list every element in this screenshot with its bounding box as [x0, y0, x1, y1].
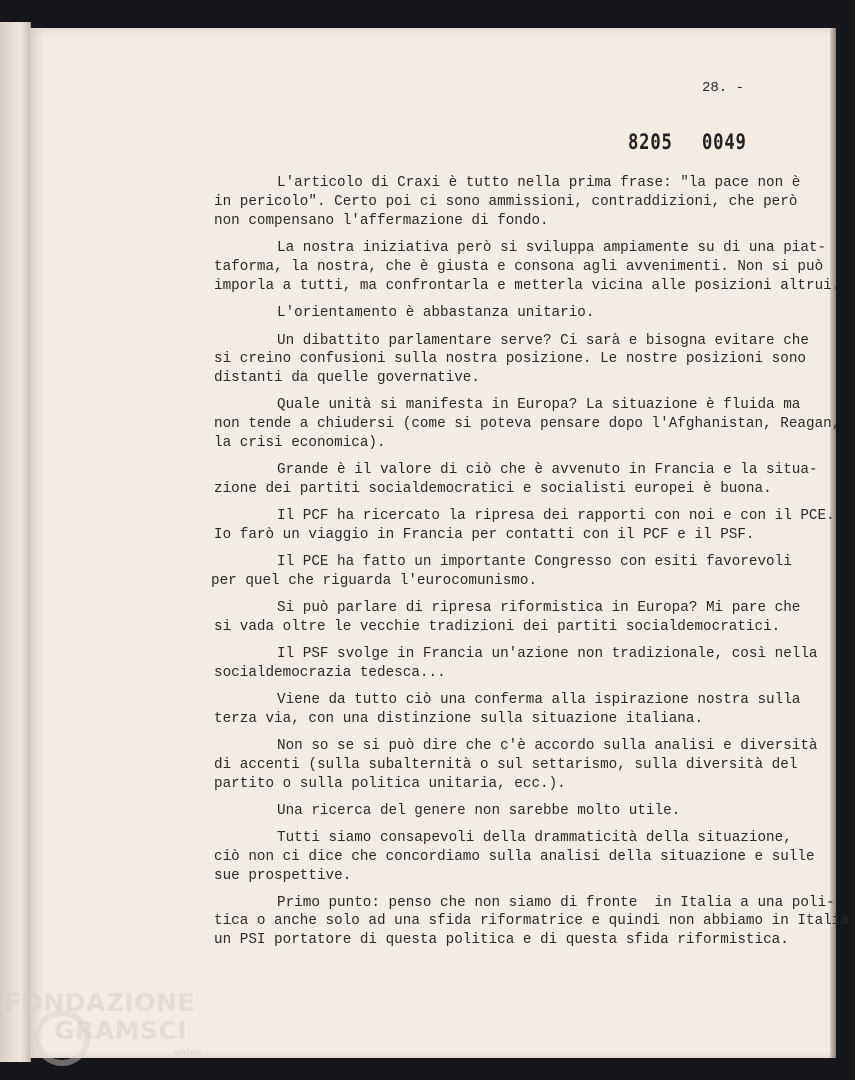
text-line: ciò non ci dice che concordiamo sulla analisi della situazione e sulle: [214, 849, 815, 865]
watermark-line-3: onlus: [174, 1048, 202, 1058]
text-line: Il PSF svolge in Francia un'azione non tradizionale, così nella: [277, 646, 818, 662]
text-line: distanti da quelle governative.: [214, 370, 480, 386]
text-line: Si può parlare di ripresa riformistica in Europa? Mi pare che: [277, 600, 801, 616]
text-line: L'articolo di Craxi è tutto nella prima frase: "la pace non è: [277, 175, 801, 191]
text-line: Il PCF ha ricercato la ripresa dei rapporti con noi e con il PCE.: [277, 508, 835, 524]
left-page-edge: [0, 22, 31, 1062]
watermark-line-2: GRAMSCI: [54, 1016, 188, 1045]
text-line: Quale unità si manifesta in Europa? La situazione è fluida ma: [277, 397, 801, 413]
text-line: Grande è il valore di ciò che è avvenuto in Francia e la situa-: [277, 462, 818, 478]
text-line: si vada oltre le vecchie tradizioni dei partiti socialdemocratici.: [214, 619, 781, 635]
text-line: sue prospettive.: [214, 868, 352, 884]
watermark-line-1: FONDAZIONE: [4, 988, 196, 1017]
text-line: imporla a tutti, ma confrontarla e metterla vicina alle posizioni altrui.: [214, 278, 841, 294]
text-line: si creino confusioni sulla nostra posizione. Le nostre posizioni sono: [214, 351, 806, 367]
archive-stamp: 8205 0049: [628, 130, 747, 154]
text-line: Tutti siamo consapevoli della drammaticità della situazione,: [277, 830, 792, 846]
text-line: La nostra iniziativa però si sviluppa ampiamente su di una piat-: [277, 240, 827, 256]
text-line: Non so se si può dire che c'è accordo sulla analisi e diversità: [277, 738, 818, 754]
text-line: socialdemocrazia tedesca...: [214, 665, 446, 681]
text-line: Io farò un viaggio in Francia per contatti con il PCF e il PSF.: [214, 527, 755, 543]
text-line: per quel che riguarda l'eurocomunismo.: [211, 573, 538, 589]
text-line: zione dei partiti socialdemocratici e socialisti europei è buona.: [214, 481, 772, 497]
text-line: partito o sulla politica unitaria, ecc.).: [214, 776, 566, 792]
text-line: L'orientamento è abbastanza unitario.: [277, 305, 595, 321]
text-line: Primo punto: penso che non siamo di fronte in Italia a una poli-: [277, 895, 835, 911]
text-line: taforma, la nostra, che è giusta e consona agli avvenimenti. Non si può: [214, 259, 824, 275]
text-line: tica o anche solo ad una sfida riformatrice e quindi non abbiamo in Italia: [214, 913, 849, 929]
text-line: in pericolo". Certo poi ci sono ammissioni, contraddizioni, che però: [214, 194, 798, 210]
text-line: un PSI portatore di questa politica e di questa sfida riformistica.: [214, 932, 789, 948]
text-line: Viene da tutto ciò una conferma alla ispirazione nostra sulla: [277, 692, 801, 708]
text-line: non compensano l'affermazione di fondo.: [214, 213, 549, 229]
text-line: terza via, con una distinzione sulla situazione italiana.: [214, 711, 704, 727]
text-line: la crisi economica).: [214, 435, 386, 451]
page-number: 28. -: [702, 80, 745, 96]
text-line: non tende a chiudersi (come si poteva pensare dopo l'Afghanistan, Reagan,: [214, 416, 841, 432]
text-line: Un dibattito parlamentare serve? Ci sarà e bisogna evitare che: [277, 333, 809, 349]
text-line: Il PCE ha fatto un importante Congresso con esiti favorevoli: [277, 554, 792, 570]
text-line: Una ricerca del genere non sarebbe molto utile.: [277, 803, 681, 819]
text-line: di accenti (sulla subalternità o sul settarismo, sulla diversità del: [214, 757, 798, 773]
